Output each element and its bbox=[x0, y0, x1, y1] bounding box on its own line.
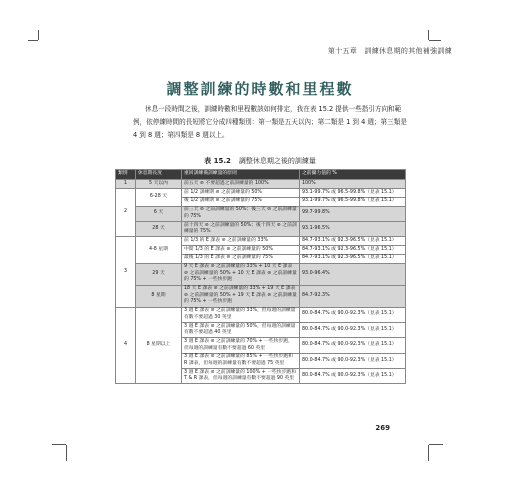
percentage-cell: 80.0-84.7% 或 90.0-92.3%（見表 15.1） bbox=[300, 322, 406, 337]
header-guideline: 重回訓練備訓練量的原則 bbox=[182, 170, 300, 180]
crop-mark bbox=[28, 40, 38, 41]
crop-mark bbox=[66, 445, 67, 461]
table-row bbox=[116, 180, 406, 189]
table-row bbox=[116, 263, 406, 285]
rest-period-cell: 8 星期以上 bbox=[136, 307, 182, 384]
crop-mark bbox=[429, 444, 443, 445]
table-caption-text: 調整休息期之後的訓練量 bbox=[238, 157, 316, 165]
rest-period-cell: 8 星期 bbox=[136, 285, 182, 307]
page-number: 269 bbox=[375, 424, 390, 432]
crop-mark bbox=[429, 40, 441, 41]
table-caption bbox=[0, 156, 520, 166]
percentage-cell: 84.7-93.1% 或 92.3-96.5%（見表 15.1） bbox=[300, 254, 406, 263]
crop-mark bbox=[52, 444, 66, 445]
crop-mark bbox=[428, 445, 429, 461]
table-caption-label: 表 15.2 bbox=[204, 157, 231, 165]
guideline-cell: 前 1/2 訓練期 ⊘ 之前訓練量的 50% bbox=[182, 188, 300, 197]
section-title: 調整訓練的時數和里程數 bbox=[166, 80, 354, 98]
header-percentage: 之前攝力值的 % bbox=[300, 170, 406, 180]
rest-period-cell: 4-8 星期 bbox=[136, 237, 182, 263]
percentage-cell: 84.7-92.3% bbox=[300, 285, 406, 307]
guideline-cell: 3 週 E 課表 ⊘ 之前訓練量的 85% + 一些快步跑和 R 課表，但每週的訓練量有數不要超過 75 英里 bbox=[182, 353, 300, 368]
table-row bbox=[116, 285, 406, 307]
running-header: 第十五章 訓練休息期的其他補強訓練 bbox=[327, 47, 452, 55]
guideline-cell: 3 週 E 課表 ⊘ 之前訓練量的 70% + 一些快步跑，但每週的訓練量有數不要超過 60 英里 bbox=[182, 338, 300, 353]
table-row bbox=[116, 206, 406, 221]
guideline-cell: 前 1/3 的 E 課表 ⊘ 之前訓練量的 33% bbox=[182, 237, 300, 246]
table-row bbox=[116, 221, 406, 236]
percentage-cell: 99.7-99.8% bbox=[300, 206, 406, 221]
percentage-cell: 93.0-96.4% bbox=[300, 263, 406, 285]
percentage-cell: 80.0-84.7% 或 90.0-92.3%（見表 15.1） bbox=[300, 353, 406, 368]
rest-period-cell: 6 天 bbox=[136, 206, 182, 221]
category-cell: 3 bbox=[116, 237, 136, 307]
percentage-cell: 84.7-93.1% 或 92.3-96.5%（見表 15.1） bbox=[300, 237, 406, 246]
body-paragraph: 休息一段時間之後，訓練時數和里程數該如何排定，我在表 15.2 提供一些指引方向和範例，依停練時間的長短將它分成四種類別：第一類是五天以內；第二類是 1 到 4 週；第三類是 4 到 8 週；第四類是 8 週以上。 bbox=[133, 105, 407, 139]
table-row bbox=[116, 237, 406, 246]
guideline-cell: 9 天 E 課表 ⊘ 之前訓練量的 33% + 10 天 E 課表 ⊘ 之前訓練量的 50% + 10 天 E 課表 ⊘ 之前訓練量的 75% + 一些快步跑 bbox=[182, 263, 300, 285]
guideline-cell: 18 天 E 課表 ⊘ 之前訓練量的 33% + 19 天 E 課表 ⊘ 之前訓練量的 50% + 19 天 E 課表 ⊘ 之前訓練量的 75% + 一些快步跑 bbox=[182, 285, 300, 307]
rest-period-cell: 6-28 天 bbox=[136, 188, 182, 206]
header-rest-period: 休息期長度 bbox=[136, 170, 182, 180]
training-volume-table bbox=[115, 169, 406, 384]
guideline-cell: 中間 1/3 的 E 課表 ⊘ 之前訓練量的 50% bbox=[182, 246, 300, 255]
percentage-cell: 80.0-84.7% 或 90.0-92.3%（見表 15.1） bbox=[300, 338, 406, 353]
category-cell: 4 bbox=[116, 307, 136, 384]
rest-period-cell: 5 天以內 bbox=[136, 180, 182, 189]
guideline-cell: 最後 1/3 的 E 課表 ⊘ 之前訓練量的 75% bbox=[182, 254, 300, 263]
guideline-cell: 前三天 ⊘ 之前訓練量的 50%；後三天 ⊘ 之前訓練量的 75% bbox=[182, 206, 300, 221]
rest-period-cell: 29 天 bbox=[136, 263, 182, 285]
crop-mark bbox=[428, 30, 429, 40]
percentage-cell: 80.0-84.7% 或 90.0-92.3%（見表 15.1） bbox=[300, 369, 406, 384]
table-row bbox=[116, 188, 406, 197]
percentage-cell: 93.1-99.7% 或 96.5-99.8%（見表 15.1） bbox=[300, 188, 406, 197]
category-cell: 1 bbox=[116, 180, 136, 189]
guideline-cell: 3 週 E 課表 ⊘ 之前訓練量的 50%，但每週的訓練量有數不要超過 40 英里 bbox=[182, 322, 300, 337]
percentage-cell: 100% bbox=[300, 180, 406, 189]
category-cell: 2 bbox=[116, 188, 136, 236]
header-category: 類別 bbox=[116, 170, 136, 180]
percentage-cell: 93.1-96.5% bbox=[300, 221, 406, 236]
percentage-cell: 80.0-84.7% 或 90.0-92.3%（見表 15.1） bbox=[300, 307, 406, 322]
guideline-cell: 前十四天 ⊘ 之前訓練量的 50%；後十四天 ⊘ 之前訓練量的 75% bbox=[182, 221, 300, 236]
guideline-cell: 後 1/2 訓練期 ⊘ 之前訓練量的 75% bbox=[182, 197, 300, 206]
percentage-cell: 93.1-99.7% 或 96.5-99.8%（見表 15.1） bbox=[300, 197, 406, 206]
table-row bbox=[116, 307, 406, 322]
guideline-cell: 3 週 E 課表 ⊘ 之前訓練量的 100% + 一些快步跑和 T & R 課表，但每週的訓練量有數不要超過 90 英里 bbox=[182, 369, 300, 384]
guideline-cell: 3 週 E 課表 ⊘ 之前訓練量的 33%，但每週的訓練量有數不要超過 30 英里 bbox=[182, 307, 300, 322]
crop-mark bbox=[38, 30, 39, 40]
table-header-row bbox=[116, 170, 406, 180]
percentage-cell: 84.7-93.1% 或 92.3-96.5%（見表 15.1） bbox=[300, 246, 406, 255]
guideline-cell: 前五天 ⊘ 不要超過之前訓練量的 100% bbox=[182, 180, 300, 189]
rest-period-cell: 28 天 bbox=[136, 221, 182, 236]
